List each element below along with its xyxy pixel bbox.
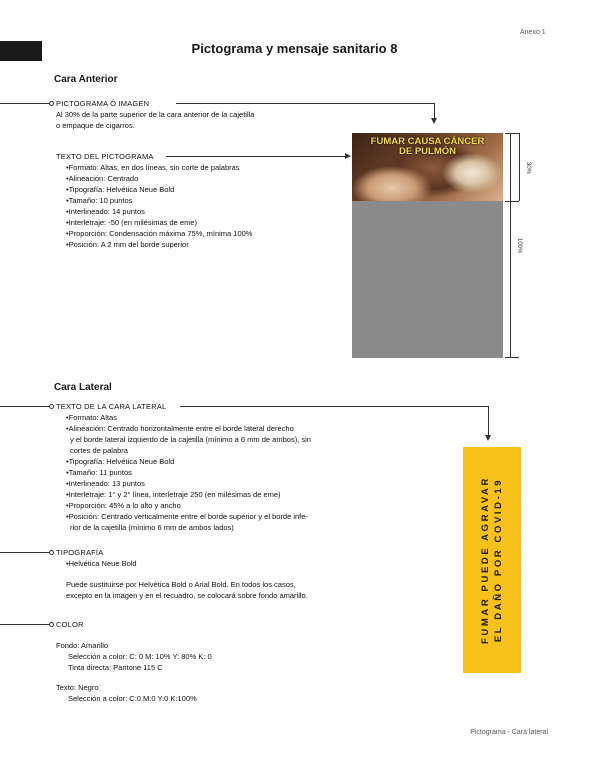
bg-color-selection: Selección a color: C: 0 M: 10% Y: 80% K: 0	[68, 652, 212, 661]
spec-item: •Alineación: Centrado	[66, 174, 139, 183]
leader-line-side-right	[180, 406, 488, 407]
leader-dot-color	[49, 622, 54, 627]
pictogram-desc-1: Al 30% de la parte superior de la cara anterior de la cajetilla	[56, 110, 255, 119]
dim-tick-30	[505, 201, 519, 202]
spec-item: •Tipografía: Helvética Neue Bold	[66, 185, 175, 194]
spec-item: •Proporción: Condensación máxima 75%, mínima 100%	[66, 229, 253, 238]
page-title: Pictograma y mensaje sanitario 8	[191, 41, 398, 56]
side-spec-item: •Formato: Altas	[66, 413, 117, 422]
text-color-title: Texto: Negro	[56, 683, 99, 692]
spec-item: •Posición: A 2 mm del borde superior	[66, 240, 189, 249]
pictogram-photo	[352, 133, 503, 201]
side-spec-item: •Tamaño: 11 puntos	[66, 468, 132, 477]
side-spec-item: •Interlineado: 13 puntos	[66, 479, 145, 488]
leader-dot-pictogram	[49, 101, 54, 106]
pictogram-text-line2: DE PULMÓN	[399, 146, 456, 157]
side-warning-line2: EL DAÑO POR COVID-19	[493, 477, 504, 643]
arrow-down-icon	[431, 118, 437, 124]
dim-line-100	[510, 133, 511, 357]
typography-value: •Helvética Neue Bold	[66, 559, 137, 568]
side-spec-item: rior de la cajetilla (mínimo 6 mm de ambos lados)	[70, 523, 234, 532]
section-front-heading: Cara Anterior	[54, 74, 118, 85]
side-spec-item: y el borde lateral izquierdo de la cajetilla (mínimo a 6 mm de ambos), sin	[70, 435, 311, 444]
side-spec-item: •Alineación: Centrado horizontalmente entre el borde lateral derecho	[66, 424, 294, 433]
spec-item: •Interlineado: 14 puntos	[66, 207, 145, 216]
typography-note-2: excepto en la imagen y en el recuadro, se colocará sobre fondo amarillo.	[66, 591, 308, 600]
section-side-heading: Cara Lateral	[54, 382, 112, 393]
bg-color-pantone: Tinta directa: Pantone 115 C	[68, 663, 163, 672]
pictogram-text-line1: FUMAR CAUSA CÁNCER	[370, 136, 485, 147]
leader-dot-side-text	[49, 404, 54, 409]
spec-item: •Formato: Altas, en dos líneas, sin corte de palabras	[66, 163, 240, 172]
typography-note-1: Puede sustituirse por Helvética Bold o Arial Bold. En todos los casos,	[66, 580, 296, 589]
pictogram-desc-2: o empaque de cigarros.	[56, 121, 135, 130]
side-warning-panel	[463, 447, 521, 673]
side-spec-item: •Tipografía: Helvética Neue Bold	[66, 457, 175, 466]
color-label: COLOR	[56, 620, 84, 629]
page-footer: Pictograma - Cara lateral	[470, 729, 548, 736]
leader-line-color	[0, 624, 50, 625]
dim-line-30	[519, 133, 520, 201]
side-spec-item: •Interletraje: 1° y 2° línea, interletraje 250 (en milésimas de eme)	[66, 490, 281, 499]
pictogram-label: PICTOGRAMA Ó IMAGEN	[56, 99, 150, 108]
dim-tick-bottom	[505, 357, 519, 358]
side-text-label: TEXTO DE LA CARA LATERAL	[56, 402, 167, 411]
annex-label: Anexo 1	[520, 29, 546, 36]
dim-label-30: 30%	[525, 162, 531, 175]
side-spec-item: cortes de palabra	[70, 446, 128, 455]
text-color-selection: Selección a color: C:0 M:0 Y:0 K:100%	[68, 694, 197, 703]
leader-dot-typography	[49, 550, 54, 555]
arrow-down-icon	[485, 435, 491, 441]
side-warning-text	[479, 476, 505, 644]
arrow-right-icon	[345, 153, 351, 159]
leader-line-side-text	[0, 406, 50, 407]
leader-line-pictogram-right	[176, 103, 434, 104]
pictogram-warning-text	[352, 137, 503, 157]
leader-line-pictogram	[0, 103, 50, 104]
leader-line-typography	[0, 552, 50, 553]
side-warning-line1: FUMAR PUEDE AGRAVAR	[480, 476, 491, 644]
leader-vline-side	[488, 406, 489, 436]
leader-line-pictogram-text	[166, 156, 346, 157]
dim-tick-top	[505, 133, 519, 134]
side-spec-item: •Proporción: 45% a lo alto y ancho	[66, 501, 181, 510]
bg-color-title: Fondo: Amarillo	[56, 641, 109, 650]
spec-item: •Tamaño: 10 puntos	[66, 196, 133, 205]
typography-label: TIPOGRAFÍA	[56, 548, 104, 557]
spec-item: •Interletraje: -50 (en milésimas de eme)	[66, 218, 198, 227]
pictogram-text-label: TEXTO DEL PICTOGRAMA	[56, 152, 154, 161]
leader-vline-pictogram	[434, 103, 435, 119]
dim-label-100: 100%	[516, 238, 522, 254]
side-spec-item: •Posición: Centrado verticalmente entre el borde superior y el borde infe-	[66, 512, 308, 521]
